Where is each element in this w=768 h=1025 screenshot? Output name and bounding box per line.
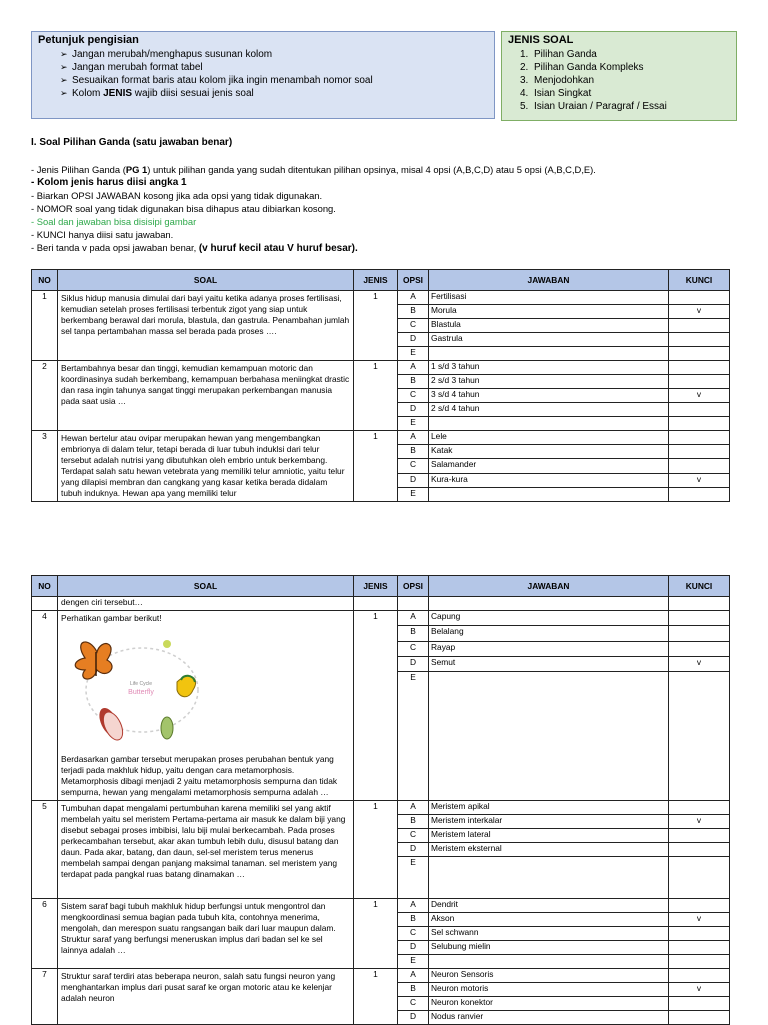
- key-cell[interactable]: [669, 403, 730, 417]
- answer-cell[interactable]: [429, 672, 669, 801]
- key-cell[interactable]: [669, 997, 730, 1011]
- key-cell[interactable]: v: [669, 815, 730, 829]
- option-letter: D: [398, 403, 429, 417]
- note-line: - Kolom jenis harus diisi angka 1: [31, 177, 187, 188]
- table-row: [32, 899, 730, 913]
- header-kunci: KUNCI: [669, 576, 730, 597]
- question-intro: Perhatikan gambar berikut!: [61, 613, 162, 623]
- table-header-row: [32, 576, 730, 597]
- question-text[interactable]: Hewan bertelur atau ovipar merupakan hewan yang mengembangkan embrionya di dalam telur, tetapi berada di luar tubuh induklsi dari telur tersebut adalah nutrisi yang dibutuhkan oleh embrio untuk berkembang. Terdapat salah satu hewan vetebrata yang memiliki telur amniotic, yaitu telur yang dilapisi membran dan cangkang yang kasar ketika berada didalam tubuh induknya. Hewan apa yang memiliki telur: [58, 431, 354, 502]
- option-letter: D: [398, 843, 429, 857]
- answer-cell[interactable]: Sel schwann: [429, 927, 669, 941]
- option-letter: B: [398, 983, 429, 997]
- answer-cell[interactable]: Gastrula: [429, 333, 669, 347]
- question-jenis[interactable]: 1: [354, 899, 398, 969]
- answer-cell[interactable]: Katak: [429, 445, 669, 459]
- key-cell[interactable]: [669, 333, 730, 347]
- header-soal: SOAL: [58, 576, 354, 597]
- question-table-1: [31, 269, 730, 502]
- petunjuk-item: ➢ Sesuaikan format baris atau kolom jika ingin menambah nomor soal: [60, 75, 373, 86]
- header-no: NO: [32, 270, 58, 291]
- jenis-soal-item: 4. Isian Singkat: [520, 88, 592, 99]
- key-cell[interactable]: [669, 347, 730, 361]
- answer-cell[interactable]: Neuron motoris: [429, 983, 669, 997]
- petunjuk-box: [31, 31, 495, 119]
- header-jawaban: JAWABAN: [429, 576, 669, 597]
- key-cell[interactable]: [669, 843, 730, 857]
- option-letter: E: [398, 857, 429, 899]
- question-number: 1: [32, 291, 58, 361]
- key-cell[interactable]: [669, 319, 730, 333]
- option-letter: [398, 597, 429, 611]
- option-letter: A: [398, 291, 429, 305]
- option-letter: A: [398, 801, 429, 815]
- answer-cell[interactable]: Selubung mielin: [429, 941, 669, 955]
- arrow-bullet-icon: ➢: [60, 62, 68, 72]
- header-no: NO: [32, 576, 58, 597]
- question-number: 5: [32, 801, 58, 899]
- option-letter: C: [398, 927, 429, 941]
- jenis-soal-item: 3. Menjodohkan: [520, 75, 595, 86]
- answer-cell[interactable]: 2 s/d 3 tahun: [429, 375, 669, 389]
- note-line: - Beri tanda v pada opsi jawaban benar, (v huruf kecil atau V huruf besar).: [31, 242, 358, 254]
- question-text[interactable]: Bertambahnya besar dan tinggi, kemudian kemampuan motoric dan koordinasinya sudah berkembang, kemampuan berbahasa meniingkat drastic dan rasa ingin tahunya sangat tinggi merupakan perkembangan manusia pada saat usia …: [58, 361, 354, 431]
- question-number: 6: [32, 899, 58, 969]
- option-letter: C: [398, 641, 429, 656]
- table-row: [32, 597, 730, 611]
- jenis-soal-item: 1. Pilihan Ganda: [520, 49, 597, 60]
- jenis-soal-title: JENIS SOAL: [508, 34, 574, 46]
- key-cell[interactable]: [669, 445, 730, 459]
- petunjuk-item: ➢ Jangan merubah format tabel: [60, 62, 203, 73]
- answer-cell[interactable]: Semut: [429, 656, 669, 671]
- option-letter: C: [398, 389, 429, 403]
- key-cell[interactable]: [669, 641, 730, 656]
- key-cell[interactable]: [669, 361, 730, 375]
- question-number: 4: [32, 611, 58, 801]
- question-text[interactable]: Sistem saraf bagi tubuh makhluk hidup berfungsi untuk mengontrol dan mengkoordinasi semua bagian pada tubuh kita, contohnya menerima, mengolah, dan merespon suatu rangsangan baik dari luar maupun dalam. Struktur saraf yang berfungsi meneruskan implus dari badan sel ke sel lainnya adalah …: [58, 899, 354, 969]
- option-letter: E: [398, 487, 429, 501]
- question-text[interactable]: Tumbuhan dapat mengalami pertumbuhan karena memiliki sel yang aktif membelah yaitu sel meristem Pertama-pertama air masuk ke dalam biji yang disebut sebagai proses imbibisi, lalu biji mulai berkecambah. Pada proses perkecambahan tersebut, akar akan tumbuh lebih dulu, disusul batang dan daun. Pada akar, batang, dan daun, sel-sel meristem terus menerus membelah sampai dengan panjang maksimal tanaman. sel meristem yang terdapat pada pangkal ruas batang dinamakan …: [58, 801, 354, 899]
- answer-cell[interactable]: Akson: [429, 913, 669, 927]
- table-row: [32, 969, 730, 983]
- key-cell[interactable]: [669, 487, 730, 501]
- option-letter: B: [398, 375, 429, 389]
- section-title: I. Soal Pilihan Ganda (satu jawaban benar): [31, 137, 233, 148]
- question-number: [32, 597, 58, 611]
- arrow-bullet-icon: ➢: [60, 75, 68, 85]
- header-opsi: OPSI: [398, 270, 429, 291]
- key-cell[interactable]: [669, 459, 730, 473]
- option-letter: C: [398, 459, 429, 473]
- question-text[interactable]: [58, 611, 354, 801]
- answer-cell[interactable]: Rayap: [429, 641, 669, 656]
- table-row: [32, 801, 730, 815]
- question-text[interactable]: Struktur saraf terdiri atas beberapa neuron, salah satu fungsi neuron yang menghantarkan implus dari pusat saraf ke organ motoric atau ke kelenjar adalah neuron: [58, 969, 354, 1025]
- option-letter: B: [398, 445, 429, 459]
- question-number: 2: [32, 361, 58, 431]
- answer-cell[interactable]: Neuron Sensoris: [429, 969, 669, 983]
- butterfly-life-cycle-image: [67, 630, 217, 748]
- key-cell[interactable]: [669, 626, 730, 641]
- answer-cell: [429, 597, 669, 611]
- option-letter: D: [398, 656, 429, 671]
- header-opsi: OPSI: [398, 576, 429, 597]
- answer-cell[interactable]: [429, 417, 669, 431]
- question-jenis[interactable]: 1: [354, 431, 398, 502]
- note-line: - NOMOR soal yang tidak digunakan bisa dihapus atau dibiarkan kosong.: [31, 203, 336, 214]
- option-letter: B: [398, 626, 429, 641]
- key-cell[interactable]: [669, 672, 730, 801]
- option-letter: B: [398, 305, 429, 319]
- answer-cell[interactable]: Belalang: [429, 626, 669, 641]
- question-table-2: [31, 575, 730, 1025]
- key-cell[interactable]: [669, 941, 730, 955]
- option-letter: A: [398, 431, 429, 445]
- header-jenis: JENIS: [354, 576, 398, 597]
- jenis-soal-list: [508, 48, 730, 113]
- petunjuk-title: Petunjuk pengisian: [38, 34, 139, 46]
- option-letter: A: [398, 611, 429, 626]
- answer-cell[interactable]: Blastula: [429, 319, 669, 333]
- answer-cell[interactable]: Lele: [429, 431, 669, 445]
- key-cell[interactable]: [669, 1011, 730, 1025]
- key-cell[interactable]: [669, 801, 730, 815]
- option-letter: E: [398, 955, 429, 969]
- option-letter: E: [398, 417, 429, 431]
- answer-cell[interactable]: [429, 487, 669, 501]
- option-letter: E: [398, 672, 429, 801]
- table-row: [32, 291, 730, 305]
- question-jenis: [354, 597, 398, 611]
- option-letter: A: [398, 899, 429, 913]
- answer-cell[interactable]: Kura-kura: [429, 473, 669, 487]
- question-jenis[interactable]: 1: [354, 361, 398, 431]
- key-cell[interactable]: v: [669, 473, 730, 487]
- question-text[interactable]: Siklus hidup manusia dimulai dari bayi yaitu ketika adanya proses fertilisasi, kemudian setelah proses fertilisasi terbentuk zigot yang siap untuk berkembang berawal dari morula, blastula, dan gastrula. Penambahan jumlah sel tanpa pertambahan massa sel berada pada proses ….: [58, 291, 354, 361]
- jenis-soal-item: 5. Isian Uraian / Paragraf / Essai: [520, 101, 667, 112]
- jenis-soal-box: [501, 31, 737, 121]
- question-jenis[interactable]: 1: [354, 611, 398, 801]
- petunjuk-item: ➢ Kolom JENIS wajib diisi sesuai jenis soal: [60, 88, 254, 99]
- answer-cell[interactable]: 3 s/d 4 tahun: [429, 389, 669, 403]
- answer-cell[interactable]: Nodus ranvier: [429, 1011, 669, 1025]
- note-line: - KUNCI hanya diisi satu jawaban.: [31, 229, 174, 240]
- arrow-bullet-icon: ➢: [60, 88, 68, 98]
- option-letter: D: [398, 473, 429, 487]
- key-cell: [669, 597, 730, 611]
- answer-cell[interactable]: Meristem eksternal: [429, 843, 669, 857]
- table-header-row: [32, 270, 730, 291]
- question-jenis[interactable]: 1: [354, 969, 398, 1025]
- question-jenis[interactable]: 1: [354, 291, 398, 361]
- question-number: 3: [32, 431, 58, 502]
- answer-cell[interactable]: [429, 857, 669, 899]
- header-jawaban: JAWABAN: [429, 270, 669, 291]
- option-letter: D: [398, 1011, 429, 1025]
- arrow-bullet-icon: ➢: [60, 49, 68, 59]
- answer-cell[interactable]: Neuron konektor: [429, 997, 669, 1011]
- key-cell[interactable]: v: [669, 305, 730, 319]
- answer-cell[interactable]: 1 s/d 3 tahun: [429, 361, 669, 375]
- question-number: 7: [32, 969, 58, 1025]
- instructions-notes: [31, 163, 751, 255]
- answer-cell[interactable]: 2 s/d 4 tahun: [429, 403, 669, 417]
- option-letter: B: [398, 815, 429, 829]
- note-line: - Soal dan jawaban bisa disisipi gambar: [31, 216, 197, 227]
- image-label-butterfly: Butterfly: [128, 689, 154, 696]
- table-row: [32, 361, 730, 375]
- key-cell[interactable]: [669, 291, 730, 305]
- key-cell[interactable]: [669, 417, 730, 431]
- key-cell[interactable]: [669, 899, 730, 913]
- table-row: [32, 611, 730, 626]
- header-jenis: JENIS: [354, 270, 398, 291]
- petunjuk-item: ➢ Jangan merubah/menghapus susunan kolom: [60, 49, 273, 60]
- answer-cell[interactable]: Capung: [429, 611, 669, 626]
- note-line: - Biarkan OPSI JAWABAN kosong jika ada opsi yang tidak digunakan.: [31, 190, 323, 201]
- header-soal: SOAL: [58, 270, 354, 291]
- key-cell[interactable]: v: [669, 656, 730, 671]
- image-label: Life Cycle: [130, 681, 152, 687]
- option-letter: C: [398, 829, 429, 843]
- question-body: Berdasarkan gambar tersebut merupakan proses perubahan bentuk yang terjadi pada makhluk hidup, yaitu dengan cara metamorphosis. Metamorphosis dibagi menjadi 2 yaitu metamorphosis sempurna dan tidak sempurna, hewan yang mengalami metamorphosis sempurna adalah …: [61, 754, 338, 797]
- option-letter: C: [398, 319, 429, 333]
- answer-cell[interactable]: [429, 347, 669, 361]
- key-cell[interactable]: [669, 969, 730, 983]
- answer-cell[interactable]: Meristem apikal: [429, 801, 669, 815]
- answer-cell[interactable]: [429, 955, 669, 969]
- option-letter: A: [398, 969, 429, 983]
- petunjuk-list: [38, 48, 488, 100]
- key-cell[interactable]: [669, 955, 730, 969]
- option-letter: A: [398, 361, 429, 375]
- question-jenis[interactable]: 1: [354, 801, 398, 899]
- answer-cell[interactable]: Meristem interkalar: [429, 815, 669, 829]
- answer-cell[interactable]: Dendrit: [429, 899, 669, 913]
- key-cell[interactable]: v: [669, 913, 730, 927]
- table-row: [32, 431, 730, 445]
- answer-cell[interactable]: Fertilisasi: [429, 291, 669, 305]
- option-letter: D: [398, 333, 429, 347]
- header-kunci: KUNCI: [669, 270, 730, 291]
- key-cell[interactable]: v: [669, 389, 730, 403]
- option-letter: C: [398, 997, 429, 1011]
- key-cell[interactable]: [669, 927, 730, 941]
- note-line: - Jenis Pilihan Ganda (PG 1) untuk pilihan ganda yang sudah ditentukan pilihan opsinya, misal 4 opsi (A,B,C,D) atau 5 opsi (A,B,C,D,E).: [31, 164, 596, 175]
- key-cell[interactable]: [669, 611, 730, 626]
- key-cell[interactable]: v: [669, 983, 730, 997]
- key-cell[interactable]: [669, 857, 730, 899]
- key-cell[interactable]: [669, 431, 730, 445]
- question-text-continuation[interactable]: dengen ciri tersebut…: [58, 597, 354, 611]
- jenis-soal-item: 2. Pilihan Ganda Kompleks: [520, 62, 644, 73]
- key-cell[interactable]: [669, 829, 730, 843]
- answer-cell[interactable]: Salamander: [429, 459, 669, 473]
- answer-cell[interactable]: Meristem lateral: [429, 829, 669, 843]
- option-letter: E: [398, 347, 429, 361]
- key-cell[interactable]: [669, 375, 730, 389]
- option-letter: B: [398, 913, 429, 927]
- answer-cell[interactable]: Morula: [429, 305, 669, 319]
- option-letter: D: [398, 941, 429, 955]
